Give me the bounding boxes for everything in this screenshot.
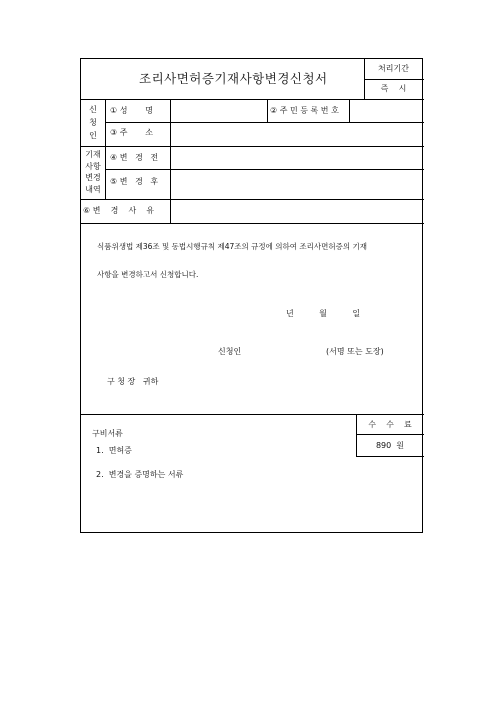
address-label: ③ 주 소 [110,128,153,137]
processing-period-value: 즉 시 [380,84,407,93]
divider [81,223,424,224]
divider [356,434,424,435]
address-field[interactable] [171,123,423,145]
rrn-label: ② 주 민 등 록 번 호 [270,106,339,115]
change-reason-field[interactable] [171,200,423,222]
divider [356,456,424,457]
name-label: ① 성 명 [110,106,153,115]
after-change-field[interactable] [171,170,423,198]
fee-label: 수 수 료 [368,420,412,429]
name-field[interactable] [171,100,266,121]
divider [267,99,268,122]
recipient-label: 구 청 장 귀하 [107,377,159,386]
form-title: 조리사면허증기재사항변경신청서 [139,71,328,86]
date-line: 년 월 일 [286,309,361,318]
change-section-label: 기재 사항 변경 내역 [85,150,101,194]
required-document-item: 1. 면허증 [96,446,132,455]
divider [364,79,424,80]
required-document-item: 2. 변경을 증명하는 서류 [96,470,184,479]
declaration-line-1: 식품위생법 제36조 및 동법시행규칙 제47조의 규정에 의하여 조리사면허증의 기재 [97,242,367,251]
signature-field[interactable] [251,344,321,360]
applicant-signature-label: 신청인 [218,347,242,356]
divider [81,414,424,415]
fee-value: 890 원 [375,441,405,450]
applicant-section-label: 신 청 인 [89,105,97,140]
change-reason-label: ⑥ 변 경 사 유 [83,206,155,215]
before-change-label: ④ 변 경 전 [110,153,159,162]
application-form [80,58,423,533]
rrn-field[interactable] [350,100,423,121]
divider [105,99,106,199]
declaration-line-2: 사항을 변경하고서 신청합니다. [97,270,199,279]
required-documents-header: 구비서류 [92,429,123,438]
processing-period-label: 처리기간 [378,64,409,73]
sign-or-seal-label: (서명 또는 도장) [326,347,384,356]
after-change-label: ⑤ 변 경 후 [110,177,159,186]
before-change-field[interactable] [171,147,423,168]
